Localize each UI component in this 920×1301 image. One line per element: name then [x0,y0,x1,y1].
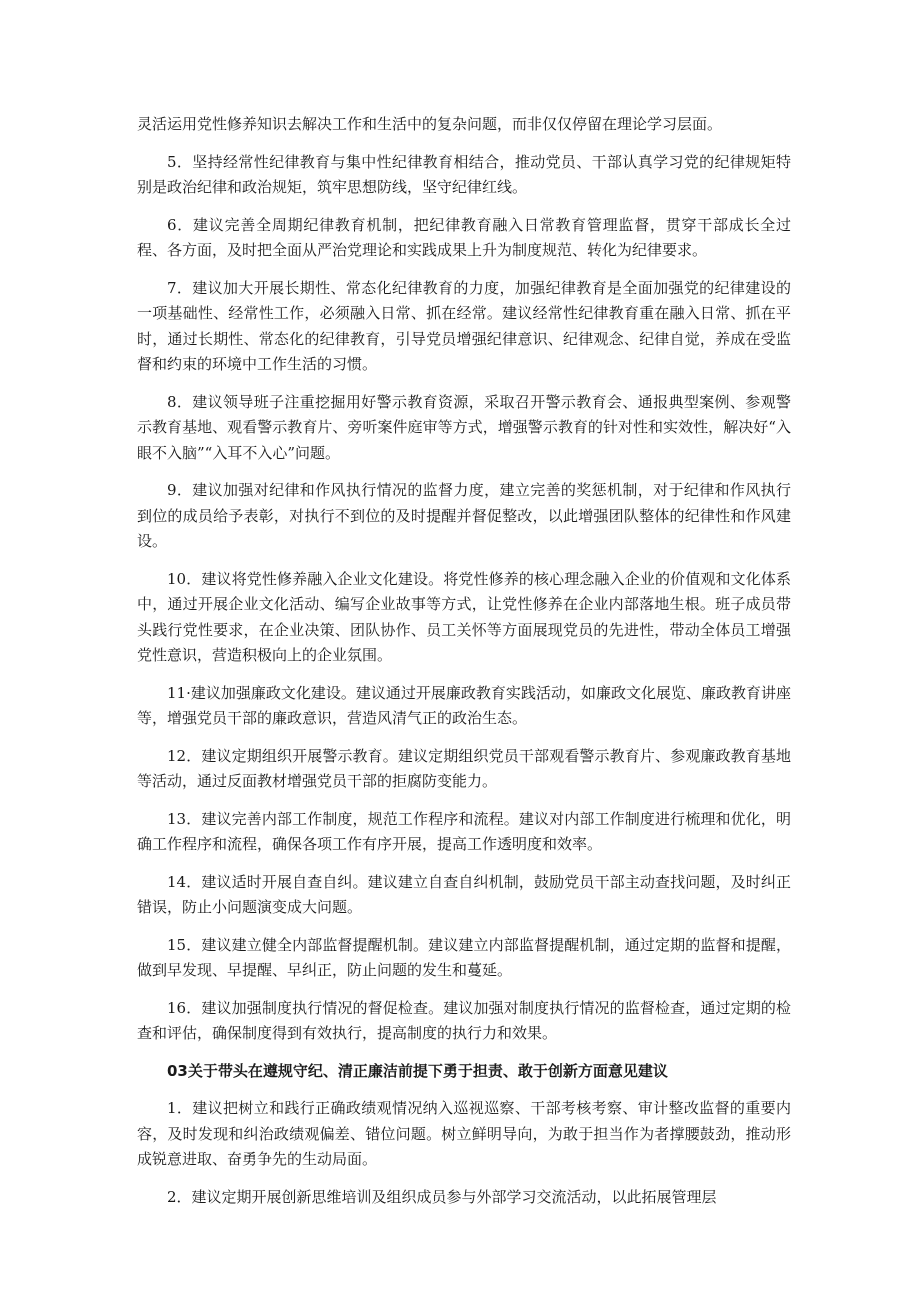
paragraph-item-14: 14．建议适时开展自查自纠。建议建立自查自纠机制，鼓励党员干部主动查找问题，及时纠正错误，防止小问题演变成大问题。 [137,872,791,916]
paragraph-continuation: 灵活运用党性修养知识去解决工作和生活中的复杂问题，而非仅仅停留在理论学习层面。 [137,115,723,133]
paragraph-item-5: 5．坚持经常性纪律教育与集中性纪律教育相结合，推动党员、干部认真学习党的纪律规矩特别是政治纪律和政治规矩，筑牢思想防线，坚守纪律红线。 [137,152,791,196]
paragraph-item-9: 9．建议加强对纪律和作风执行情况的监督力度，建立完善的奖惩机制，对于纪律和作风执行到位的成员给予表彰，对执行不到位的及时提醒并督促整改，以此增强团队整体的纪律性和作风建设。 [137,481,791,550]
paragraph-item-16: 16．建议加强制度执行情况的督促检查。建议加强对制度执行情况的监督检查，通过定期的检查和评估，确保制度得到有效执行，提高制度的执行力和效果。 [137,998,791,1042]
paragraph-section3-item-1: 1．建议把树立和践行正确政绩观情况纳入巡视巡察、干部考核考察、审计整改监督的重要内容，及时发现和纠治政绩观偏差、错位问题。树立鲜明导向，为敢于担当作为者撑腰鼓劲，推动形成锐意进取、奋勇争先的生动局面。 [137,1099,791,1168]
section-heading: 03关于带头在遵规守纪、清正廉洁前提下勇于担责、敢于创新方面意见建议 [167,1061,668,1080]
paragraph-item-15: 15．建议建立健全内部监督提醒机制。建议建立内部监督提醒机制，通过定期的监督和提醒，做到早发现、早提醒、早纠正，防止问题的发生和蔓延。 [137,935,791,979]
paragraph-item-10: 10．建议将党性修养融入企业文化建设。将党性修养的核心理念融入企业的价值观和文化体系中，通过开展企业文化活动、编写企业故事等方式，让党性修养在企业内部落地生根。班子成员带头践行党性要求，在企业决策、团队协作、员工关怀等方面展现党员的先进性，带动全体员工增强党性意识，营造积极向上的企业氛围。 [137,569,791,664]
document-body [137,112,791,1222]
paragraph-item-8: 8．建议领导班子注重挖掘用好警示教育资源，采取召开警示教育会、通报典型案例、参观警示教育基地、观看警示教育片、旁听案件庭审等方式，增强警示教育的针对性和实效性，解决好“入眼不入脑”“入耳不入心”问题。 [137,392,791,462]
paragraph-item-12: 12．建议定期组织开展警示教育。建议定期组织党员干部观看警示教育片、参观廉政教育基地等活动，通过反面教材增强党员干部的拒腐防变能力。 [137,746,791,790]
paragraph-section3-item-2: 2．建议定期开展创新思维培训及组织成员参与外部学习交流活动，以此拓展管理层 [167,1187,717,1206]
paragraph-item-7: 7．建议加大开展长期性、常态化纪律教育的力度，加强纪律教育是全面加强党的纪律建设的一项基础性、经常性工作，必须融入日常、抓在经常。建议经常性纪律教育重在融入日常、抓在平时，通过长期性、常态化的纪律教育，引导党员增强纪律意识、纪律观念、纪律自觉，养成在受监督和约束的环境中工作生活的习惯。 [137,278,791,373]
paragraph-item-11: 11·建议加强廉政文化建设。建议通过开展廉政教育实践活动，如廉政文化展览、廉政教育讲座等，增强党员干部的廉政意识，营造风清气正的政治生态。 [137,683,791,727]
paragraph-item-13: 13．建议完善内部工作制度，规范工作程序和流程。建议对内部工作制度进行梳理和优化，明确工作程序和流程，确保各项工作有序开展，提高工作透明度和效率。 [137,809,791,853]
paragraph-item-6: 6．建议完善全周期纪律教育机制，把纪律教育融入日常教育管理监督，贯穿干部成长全过程、各方面，及时把全面从严治党理论和实践成果上升为制度规范、转化为纪律要求。 [137,215,791,259]
